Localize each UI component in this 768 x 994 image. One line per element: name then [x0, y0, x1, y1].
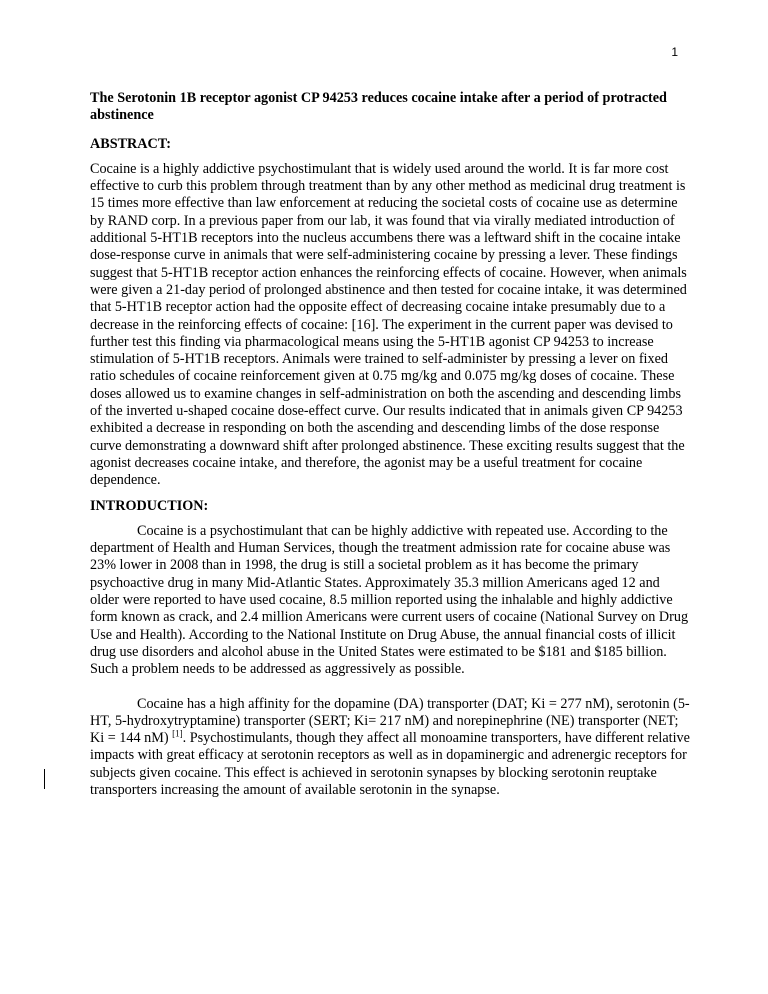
page-content — [90, 90, 690, 807]
citation-reference: [1] — [172, 728, 183, 739]
abstract-text: Cocaine is a highly addictive psychostimulant that is widely used around the world. It is far more cost effective to curb this problem through treatment than by any other method as medicinal drug treatment is 15 times more effective than law enforcement at reducing the societal costs of cocaine use as determine by RAND corp. In a previous paper from our lab, it was found that via virally mediated introduction of additional 5-HT1B receptors into the nucleus accumbens there was a leftward shift in the cocaine intake dose-response curve in animals that were self-administering cocaine by pressing a lever. These findings suggest that 5-HT1B receptor action enhances the reinforcing effects of cocaine. However, when animals were given a 21-day period of prolonged abstinence and then tested for cocaine intake, it was determined that 5-HT1B receptor action had the opposite effect of decreasing cocaine intake presumably due to a decrease in the reinforcing effects of cocaine: [16]. The experiment in the current paper was devised to further test this finding via pharmacological means using the 5-HT1B agonist CP 94253 to increase stimulation of 5-HT1B receptors. Animals were trained to self-administer by pressing a lever on fixed ratio schedules of cocaine reinforcement given at 0.75 mg/kg and 0.075 mg/kg doses of cocaine. These doses allowed us to examine changes in self-administration on both the ascending and descending limbs of the inverted u-shaped cocaine dose-effect curve. Our results indicated that in animals given CP 94253 exhibited a decrease in responding on both the ascending and descending limbs of the dose response curve demonstrating a downward shift after prolonged abstinence. These exciting results suggest that the agonist decreases cocaine intake, and therefore, the agonist may be a useful treatment for cocaine dependence. — [90, 160, 687, 489]
page-number: 1 — [671, 45, 678, 59]
introduction-paragraph-1: Cocaine is a psychostimulant that can be highly addictive with repeated use. According to the department of Health and Human Services, though the treatment admission rate for cocaine abuse was 23% lower in 2008 than in 1998, the drug is still a societal problem as it has become the primary psychoactive drug in many Mid-Atlantic States. Approximately 35.3 million Americans aged 12 and older were reported to have used cocaine, 8.5 million reported using the inhalable and highly addictive form known as crack, and 2.4 million Americans were current users of cocaine (National Survey on Drug Use and Health). According to the National Institute on Drug Abuse, the annual financial costs of illicit drug use disorders and alcohol abuse in the United States were estimated to be $181 and $185 billion. Such a problem needs to be addressed as aggressively as possible. — [90, 522, 689, 678]
introduction-paragraph-2 — [90, 696, 690, 800]
margin-change-bar — [44, 769, 45, 789]
abstract-heading: ABSTRACT: — [90, 135, 171, 152]
paper-title: The Serotonin 1B receptor agonist CP 94253 reduces cocaine intake after a period of protracted abstinence — [90, 90, 667, 124]
introduction-heading: INTRODUCTION: — [90, 497, 209, 514]
paragraph-2-text-start: Cocaine has a high affinity for the dopamine (DA) transporter (DAT; Ki = 277 nM), serotonin (5-HT, 5-hydroxytryptamine) transporter (SERT; Ki= 217 nM) and norepinephrine (NE) transporter (NET; Ki = 144 nM) — [90, 695, 690, 747]
paragraph-2-text-end: . Psychostimulants, though they affect all monoamine transporters, have different relative impacts with great efficacy at serotonin receptors as well as in dopaminergic and adrenergic receptors for subjects given cocaine. This effect is achieved in serotonin synapses by blocking serotonin reuptake transporters increasing the amount of available serotonin in the synapse. — [90, 730, 690, 798]
